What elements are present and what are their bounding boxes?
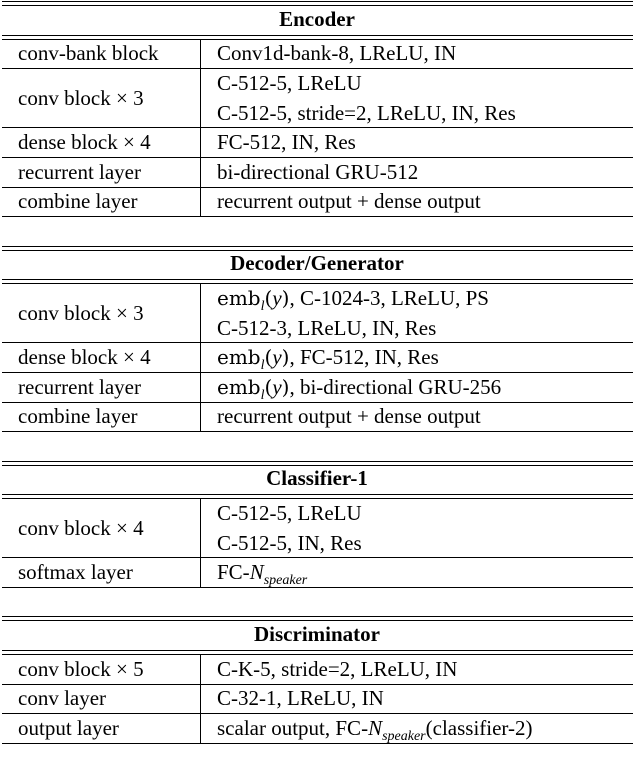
row-rule	[2, 557, 633, 558]
row-description	[217, 501, 362, 525]
column-rule	[200, 498, 201, 587]
row-description	[217, 160, 418, 184]
row-description	[217, 189, 481, 213]
header-rule	[2, 494, 633, 495]
description-text: , C-1024-3, LReLU, PS	[289, 285, 489, 310]
row-description	[217, 716, 532, 749]
description-text: C-512-3, LReLU, IN, Res	[217, 315, 437, 340]
row-rule	[2, 713, 633, 714]
description-text: l	[260, 358, 265, 374]
row-rule	[2, 216, 633, 217]
row-rule	[2, 402, 633, 403]
description-text: N	[249, 560, 264, 585]
row-description	[217, 316, 436, 340]
description-text: scalar output, FC-	[217, 715, 369, 740]
row-rule	[2, 743, 633, 744]
header-rule	[2, 650, 633, 651]
row-label: recurrent layer	[18, 374, 141, 399]
description-text: recurrent output + dense output	[217, 189, 481, 214]
row-label: recurrent layer	[18, 159, 141, 184]
description-text: bi-directional GRU-512	[217, 159, 419, 184]
description-text: l	[260, 298, 265, 314]
description-text: (	[264, 374, 273, 399]
section-title: Discriminator	[254, 622, 380, 647]
description-text: (	[264, 285, 273, 310]
description-text: FC-512, IN, Res	[217, 130, 356, 155]
row-rule	[2, 157, 633, 158]
description-text: C-512-5, IN, Res	[217, 530, 362, 555]
description-text: y	[272, 285, 282, 310]
row-label: conv block × 3	[18, 85, 144, 110]
row-description	[217, 130, 356, 154]
header-rule	[2, 654, 633, 655]
description-text: , FC-512, IN, Res	[289, 345, 439, 370]
top-rule	[2, 1, 633, 2]
top-rule	[2, 616, 633, 617]
description-text: emb	[217, 345, 261, 370]
row-description	[217, 531, 362, 555]
description-text: emb	[217, 285, 261, 310]
description-text: C-512-5, LReLU	[217, 70, 362, 95]
column-rule	[200, 283, 201, 431]
description-text: C-512-5, LReLU	[217, 500, 362, 525]
row-description	[217, 686, 384, 710]
row-rule	[2, 372, 633, 373]
row-label: output layer	[18, 715, 119, 740]
row-rule	[2, 684, 633, 685]
row-label: combine layer	[18, 404, 138, 429]
column-rule	[200, 39, 201, 217]
header-rule	[2, 283, 633, 284]
description-text: (	[264, 345, 273, 370]
description-text: recurrent output + dense output	[217, 404, 481, 429]
description-text: y	[272, 345, 282, 370]
description-text: )	[281, 374, 290, 399]
row-label: combine layer	[18, 189, 138, 214]
row-label: conv block × 5	[18, 656, 144, 681]
description-text: C-512-5, stride=2, LReLU, IN, Res	[217, 100, 516, 125]
row-rule	[2, 431, 633, 432]
section-title: Encoder	[279, 6, 355, 31]
row-label: softmax layer	[18, 560, 133, 585]
row-description	[217, 71, 362, 95]
top-rule	[2, 461, 633, 462]
description-text: speaker	[263, 573, 308, 589]
description-text: C-32-1, LReLU, IN	[217, 686, 384, 711]
header-rule	[2, 279, 633, 280]
row-description	[217, 375, 501, 408]
description-text: )	[281, 285, 290, 310]
description-text: speaker	[382, 728, 426, 744]
row-label: conv layer	[18, 686, 107, 711]
header-rule	[2, 35, 633, 36]
description-text: l	[260, 387, 265, 403]
description-text: C-K-5, stride=2, LReLU, IN	[217, 656, 458, 681]
description-text: emb	[217, 374, 261, 399]
row-label: dense block × 4	[18, 130, 151, 155]
row-description	[217, 560, 307, 593]
description-text: FC-	[217, 560, 250, 585]
row-description	[217, 101, 516, 125]
row-description	[217, 41, 456, 65]
row-label: conv block × 3	[18, 300, 144, 325]
row-rule	[2, 127, 633, 128]
description-text: N	[368, 715, 383, 740]
description-text: , bi-directional GRU-256	[289, 374, 502, 399]
header-rule	[2, 498, 633, 499]
section-title: Decoder/Generator	[230, 251, 404, 276]
row-label: conv-bank block	[18, 41, 159, 66]
row-description	[217, 345, 439, 378]
row-description	[217, 404, 481, 428]
column-rule	[200, 654, 201, 743]
row-rule	[2, 342, 633, 343]
row-rule	[2, 587, 633, 588]
row-description	[217, 286, 489, 319]
row-rule	[2, 68, 633, 69]
section-title: Classifier-1	[266, 466, 368, 491]
description-text: (classifier-2)	[425, 715, 533, 740]
top-rule	[2, 246, 633, 247]
description-text: )	[281, 345, 290, 370]
row-label: conv block × 4	[18, 515, 144, 540]
description-text: Conv1d-bank-8, LReLU, IN	[217, 41, 457, 66]
row-rule	[2, 187, 633, 188]
row-description	[217, 657, 457, 681]
row-label: dense block × 4	[18, 345, 151, 370]
header-rule	[2, 39, 633, 40]
description-text: y	[272, 374, 282, 399]
